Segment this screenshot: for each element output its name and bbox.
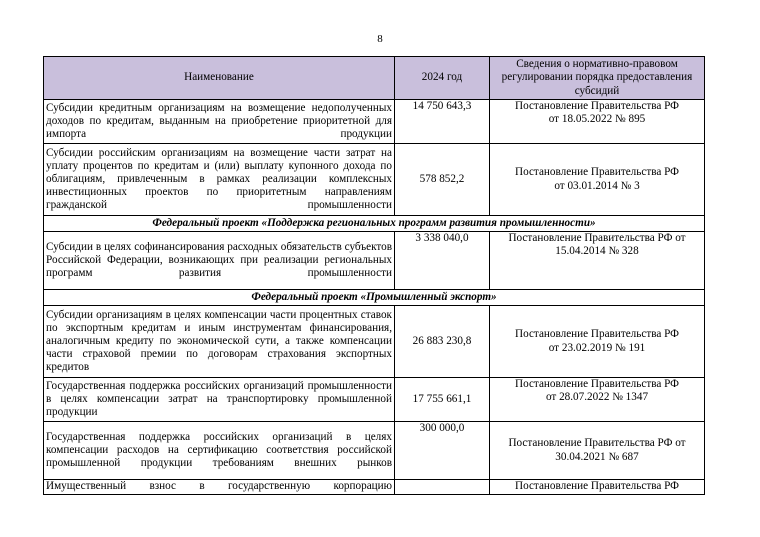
row-value: 578 852,2 <box>395 144 490 216</box>
subsidies-table <box>43 56 705 495</box>
row-regulation: Постановление Правительства РФ от 03.01.2014 № 3 <box>490 144 705 216</box>
row-regulation: Постановление Правительства РФ от 15.04.2014 № 328 <box>490 232 705 290</box>
row-value: 300 000,0 <box>395 422 490 480</box>
row-regulation: Постановление Правительства РФ <box>490 480 705 495</box>
row-name: Субсидии российским организациям на возмещение части затрат на уплату процентов по кредитам и (или) выплату купонного дохода по облигациям, привлеченным в рамках реализации комплексных инвестиционных проектов по приоритетным направлениям гражданской промышленности <box>44 144 395 216</box>
table-row <box>44 306 705 378</box>
header-name: Наименование <box>44 57 395 100</box>
table-row <box>44 144 705 216</box>
table-row <box>44 480 705 495</box>
table-row <box>44 422 705 480</box>
row-value: 26 883 230,8 <box>395 306 490 378</box>
table-row <box>44 378 705 422</box>
header-regulation: Сведения о нормативно-правовом регулировании порядка предоставления субсидий <box>490 57 705 100</box>
row-name: Имущественный взнос в государственную корпорацию <box>44 480 395 495</box>
row-regulation: Постановление Правительства РФ от 18.05.2022 № 895 <box>490 100 705 144</box>
section-row <box>44 216 705 232</box>
row-value: 17 755 661,1 <box>395 378 490 422</box>
row-name: Государственная поддержка российских организаций в целях компенсации расходов на сертификацию соответствия российской промышленной продукции требованиям внешних рынков <box>44 422 395 480</box>
row-regulation: Постановление Правительства РФ от 30.04.2021 № 687 <box>490 422 705 480</box>
row-value: 14 750 643,3 <box>395 100 490 144</box>
row-value: 3 338 040,0 <box>395 232 490 290</box>
row-name: Субсидии кредитным организациям на возмещение недополученных доходов по кредитам, выданным на приобретение приоритетной для импорта продукции <box>44 100 395 144</box>
table-row <box>44 100 705 144</box>
row-name: Субсидии организациям в целях компенсации части процентных ставок по экспортным кредитам и иным инструментам финансирования, аналогичным кредиту по экономической сути, а также компенсации части страховой премии по договорам страхования экспортных кредитов <box>44 306 395 378</box>
row-name: Субсидии в целях софинансирования расходных обязательств субъектов Российской Федерации, возникающих при реализации региональных программ развития промышленности <box>44 232 395 290</box>
row-value <box>395 480 490 495</box>
section-title: Федеральный проект «Промышленный экспорт» <box>44 290 705 306</box>
table-row <box>44 232 705 290</box>
row-regulation: Постановление Правительства РФ от 28.07.2022 № 1347 <box>490 378 705 422</box>
header-year: 2024 год <box>395 57 490 100</box>
page-number: 8 <box>377 33 383 45</box>
row-name: Государственная поддержка российских организаций промышленности в целях компенсации затрат на транспортировку промышленной продукции <box>44 378 395 422</box>
row-regulation: Постановление Правительства РФ от 23.02.2019 № 191 <box>490 306 705 378</box>
table-header-row <box>44 57 705 100</box>
section-row <box>44 290 705 306</box>
section-title: Федеральный проект «Поддержка региональных программ развития промышленности» <box>44 216 705 232</box>
